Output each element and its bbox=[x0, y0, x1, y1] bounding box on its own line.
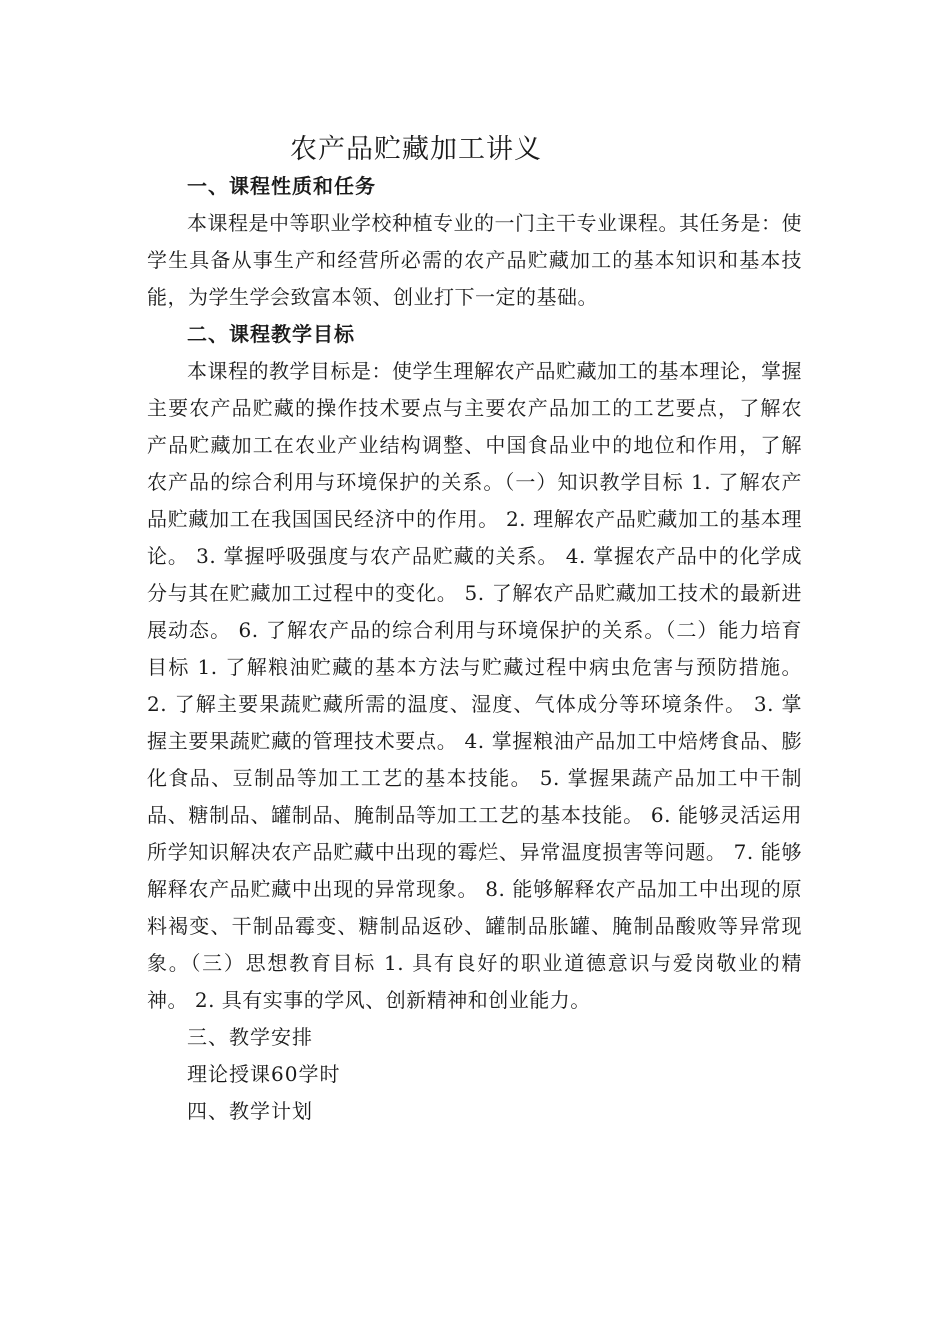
document-title: 农产品贮藏加工讲义 bbox=[290, 134, 542, 165]
teaching-hours-line: 理论授课60学时 bbox=[187, 1062, 341, 1086]
section-paragraph-2: 本课程的教学目标是：使学生理解农产品贮藏加工的基本理论，掌握主要农产品贮藏的操作技术要点与主要农产品加工的工艺要点，了解农产品贮藏加工在农业产业结构调整、中国食品业中的地位和作用，了解农产品的综合利用与环境保护的关系。（一）知识教学目标 1. 了解农产品贮藏加工在我国国民经济中的作用。 2. 理解农产品贮藏加工的基本理论。 3. 掌握呼吸强度与农产品贮藏的关系。 4. 掌握农产品中的化学成分与其在贮藏加工过程中的变化。 5. 了解农产品贮藏加工技术的最新进展动态。 6. 了解农产品的综合利用与环境保护的关系。（二）能力培育目标 1. 了解粮油贮藏的基本方法与贮藏过程中病虫危害与预防措施。 2. 了解主要果蔬贮藏所需的温度、湿度、气体成分等环境条件。 3. 掌握主要果蔬贮藏的管理技术要点。 4. 掌握粮油产品加工中焙烤食品、膨化食品、豆制品等加工工艺的基本技能。 5. 掌握果蔬产品加工中干制品、糖制品、罐制品、腌制品等加工工艺的基本技能。 6. 能够灵活运用所学知识解决农产品贮藏中出现的霉烂、异常温度损害等问题。 7. 能够解释农产品贮藏中出现的异常现象。 8. 能够解释农产品加工中出现的原料褐变、干制品霉变、糖制品返砂、罐制品胀罐、腌制品酸败等异常现象。（三）思想教育目标 1. 具有良好的职业道德意识与爱岗敬业的精神。 2. 具有实事的学风、创新精神和创业能力。 bbox=[147, 359, 802, 1012]
section-heading-4: 四、教学计划 bbox=[187, 1099, 313, 1123]
section-heading-3: 三、教学安排 bbox=[187, 1025, 313, 1049]
section-heading-1: 一、课程性质和任务 bbox=[187, 174, 376, 198]
section-paragraph-1: 本课程是中等职业学校种植专业的一门主干专业课程。其任务是：使学生具备从事生产和经营所必需的农产品贮藏加工的基本知识和基本技能，为学生学会致富本领、创业打下一定的基础。 bbox=[147, 211, 802, 309]
document-body bbox=[147, 168, 802, 1130]
section-heading-2: 二、课程教学目标 bbox=[187, 322, 355, 346]
